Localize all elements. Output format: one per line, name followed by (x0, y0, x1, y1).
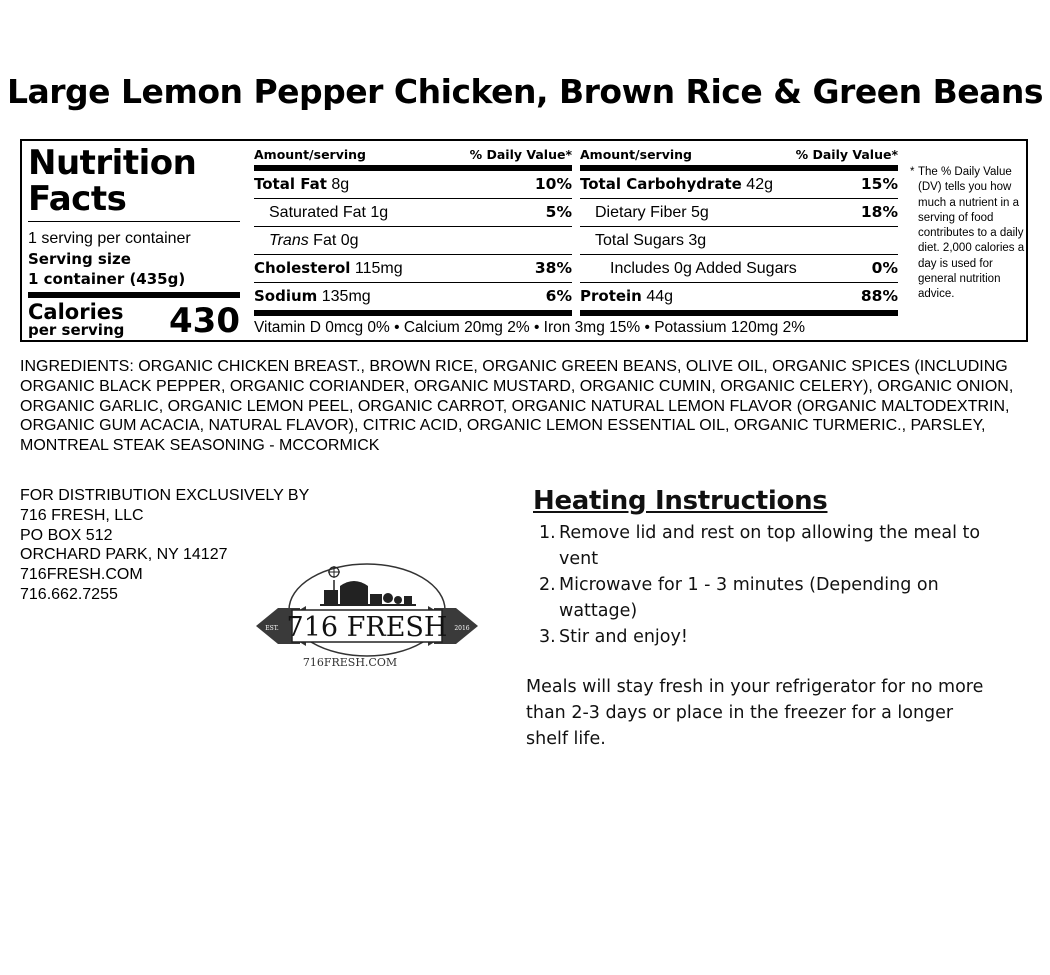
nutrient-row-trans-fat: Trans Fat 0g (254, 227, 572, 255)
nutrient-row-saturated-fat: Saturated Fat 1g 5% (254, 199, 572, 227)
serving-size-label: Serving size (28, 250, 131, 268)
ingredients-text: INGREDIENTS: ORGANIC CHICKEN BREAST., BROWN RICE, ORGANIC GREEN BEANS, OLIVE OIL, ORGANIC SPICES (INCLUDING ORGANIC BLACK PEPPER, ORGANIC CORIANDER, ORGANIC MUSTARD, ORGANIC CUMIN, ORGANIC CELERY), ORGANIC ONION, ORGANIC GARLIC, ORGANIC LEMON PEEL, ORGANIC CARROT, ORGANIC NATURAL LEMON FLAVOR (ORGANIC MALTODEXTRIN, ORGANIC GUM ACACIA, NATURAL FLAVOR), CITRIC ACID, ORGANIC LEMON ESSENTIAL OIL, ORGANIC TURMERIC., PARSLEY, MONTREAL STEAK SEASONING - MCCORMICK (20, 358, 1014, 455)
calories-label: Calories (28, 300, 124, 324)
nutrient-row-total-sugars: Total Sugars 3g (580, 227, 898, 255)
product-title: Large Lemon Pepper Chicken, Brown Rice & Green Beans (6, 72, 1044, 111)
nutrient-row-total-fat: Total Fat 8g 10% (254, 171, 572, 199)
distribution-line: 716FRESH.COM (20, 566, 143, 584)
logo-name: 716 FRESH (286, 612, 448, 643)
distribution-line: 716.662.7255 (20, 585, 118, 603)
thick-divider (28, 292, 240, 298)
nutrition-facts-panel (20, 139, 1028, 342)
nutrition-facts-heading: Nutrition Facts (28, 143, 197, 219)
calories-value: 430 (169, 301, 240, 341)
vitamins-line: Vitamin D 0mcg 0% • Calcium 20mg 2% • Iron 3mg 15% • Potassium 120mg 2% (254, 319, 805, 336)
distribution-line: ORCHARD PARK, NY 14127 (20, 546, 228, 564)
logo-est-label: EST. (265, 625, 279, 632)
heating-steps (526, 520, 1006, 650)
storage-note: Meals will stay fresh in your refrigerator for no more than 2-3 days or place in the freezer for a longer shelf life. (526, 677, 984, 749)
logo-est-year: 2016 (454, 625, 470, 632)
divider (28, 221, 240, 222)
column-header: Amount/serving % Daily Value* (254, 147, 572, 171)
nutrient-row-total-carbohydrate: Total Carbohydrate 42g 15% (580, 171, 898, 199)
nutrient-row-added-sugars: Includes 0g Added Sugars 0% (580, 255, 898, 283)
logo-url: 716FRESH.COM (302, 656, 398, 669)
brand-logo (256, 560, 478, 672)
nutrition-left-block (28, 145, 240, 342)
nutrient-column-right (580, 147, 898, 316)
nutrient-row-cholesterol: Cholesterol 115mg 38% (254, 255, 572, 283)
heating-step: 2. Microwave for 1 - 3 minutes (Depending on wattage) (539, 575, 939, 621)
nutrient-row-protein: Protein 44g 88% (580, 283, 898, 316)
nutrient-row-dietary-fiber: Dietary Fiber 5g 18% (580, 199, 898, 227)
farm-logo-icon (256, 560, 478, 672)
daily-value-footnote: * The % Daily Value (DV) tells you how much a nutrient in a serving of food contributes to a daily diet. 2,000 calories a day is used for general nutrition advice. (910, 166, 1025, 301)
heating-instructions (526, 484, 1006, 752)
serving-size-value: 1 container (435g) (28, 270, 186, 288)
heating-step: 3. Stir and enjoy! (539, 627, 688, 647)
servings-per-container: 1 serving per container (28, 230, 191, 247)
heating-step: 1. Remove lid and rest on top allowing the meal to vent (539, 523, 981, 569)
column-header: Amount/serving % Daily Value* (580, 147, 898, 171)
calories-block (28, 302, 240, 342)
distribution-line: 716 FRESH, LLC (20, 506, 144, 524)
nutrient-column-left (254, 147, 572, 316)
distribution-line: FOR DISTRIBUTION EXCLUSIVELY BY (20, 487, 310, 504)
calories-sub: per serving (28, 321, 125, 339)
heating-heading: Heating Instructions (533, 486, 828, 516)
nutrient-row-sodium: Sodium 135mg 6% (254, 283, 572, 316)
distribution-line: PO BOX 512 (20, 526, 113, 544)
